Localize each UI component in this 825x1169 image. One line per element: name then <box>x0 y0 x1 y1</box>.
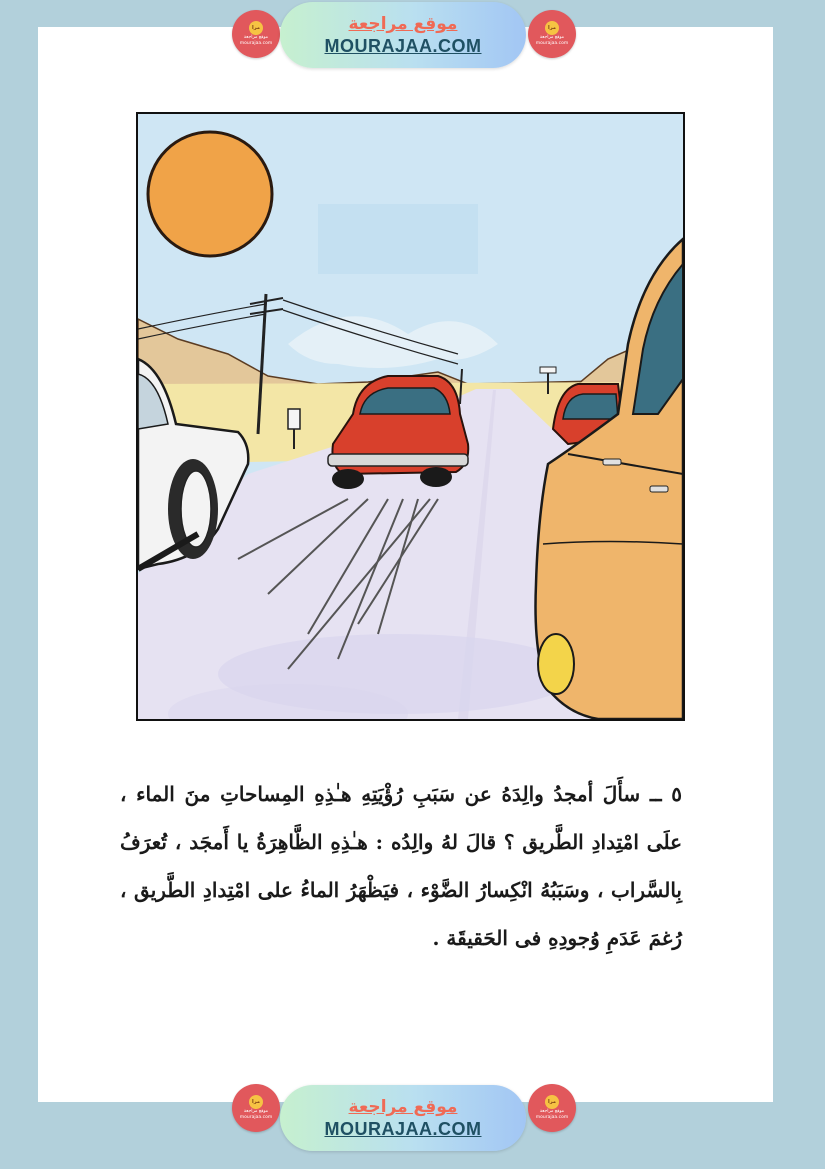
badge-text-url: mourajaa.com <box>535 1115 569 1120</box>
logo-mark-icon: مرا <box>545 21 559 35</box>
logo-badge-bottom-right <box>528 1084 576 1132</box>
logo-mark-icon: مرا <box>249 1095 263 1109</box>
watermark-banner-bottom[interactable] <box>280 1085 526 1151</box>
watermark-banner-top[interactable] <box>280 2 526 68</box>
mirage-road-illustration <box>136 112 685 721</box>
badge-text-url: mourajaa.com <box>535 41 569 46</box>
badge-text-arabic: موقع مراجعة <box>539 1109 565 1114</box>
badge-text-arabic: موقع مراجعة <box>539 35 565 40</box>
watermark-site-link[interactable]: MOURAJAA.COM <box>324 1119 482 1139</box>
logo-badge-top-right <box>528 10 576 58</box>
watermark-arabic-text: موقع مراجعة <box>348 1097 458 1117</box>
sun-icon <box>148 132 272 256</box>
watermark-arabic-text: موقع مراجعة <box>348 14 458 34</box>
watermark-site-link[interactable]: MOURAJAA.COM <box>324 36 482 56</box>
logo-badge-bottom-left <box>232 1084 280 1132</box>
logo-badge-top-left <box>232 10 280 58</box>
badge-text-arabic: موقع مراجعة <box>243 1109 269 1114</box>
road-sign <box>288 409 300 429</box>
logo-mark-icon: مرا <box>249 21 263 35</box>
logo-mark-icon: مرا <box>545 1095 559 1109</box>
road-scene-drawing <box>138 114 683 719</box>
badge-text-url: mourajaa.com <box>239 41 273 46</box>
badge-text-arabic: موقع مراجعة <box>243 35 269 40</box>
badge-text-url: mourajaa.com <box>239 1115 273 1120</box>
story-paragraph: ٥ ــ سأَلَ أمجدُ والِدَهُ عن سَبَبِ رُؤْيَتِهِ هـٰذِهِ المِساحاتِ منَ الماء ، علَى امْتِدادِ الطَّريق ؟ قالَ لهُ والِدُه : هـٰذِهِ الظَّاهِرَةُ يا أَمجَد ، تُعرَفُ بِالسَّراب ، وسَبَبُهُ انْكِسارُ الضَّوْء ، فيَظْهَرُ الماءُ على امْتِدادِ الطَّريق ، رُغمَ عَدَمِ وُجودِهِ فى الحَقيقَة . <box>120 782 682 950</box>
